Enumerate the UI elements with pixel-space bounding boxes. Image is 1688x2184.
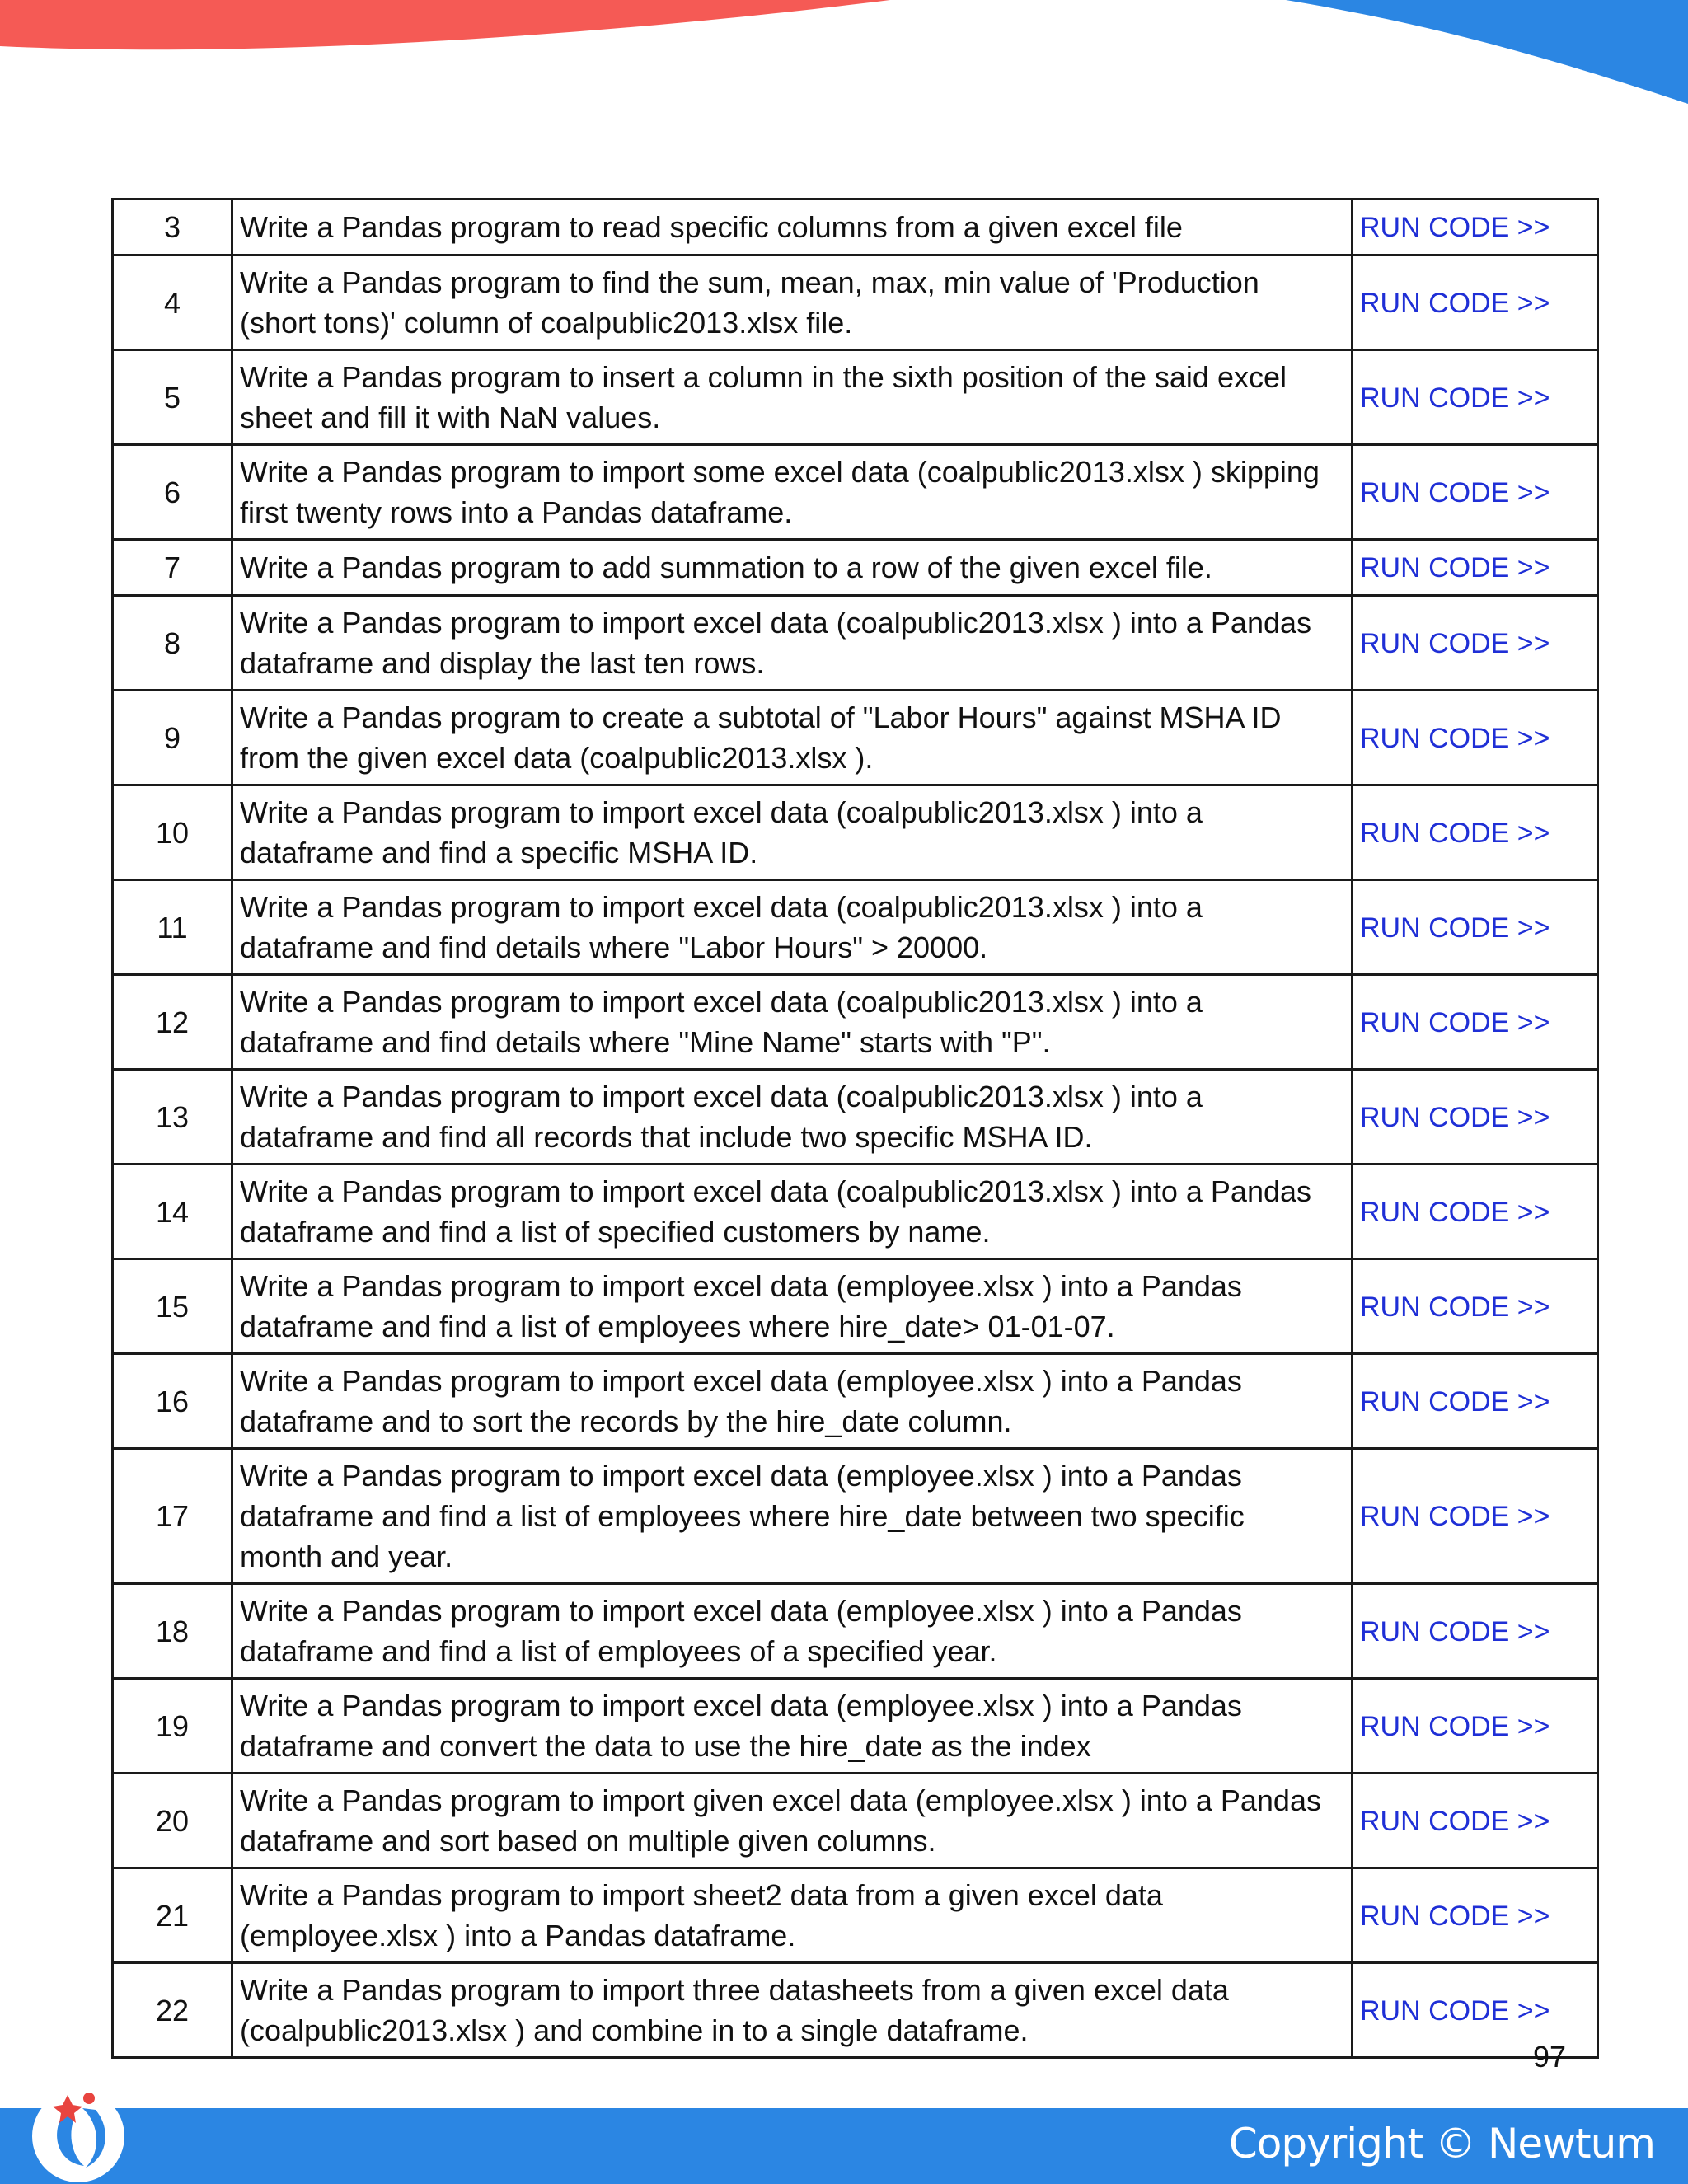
table-row: [113, 1679, 1598, 1774]
description-line: Write a Pandas program to find the sum, mean, max, min value of 'Production: [240, 265, 1259, 299]
description-line: Write a Pandas program to import three datasheets from a given excel data: [240, 1973, 1229, 2007]
run-code-link[interactable]: RUN CODE >>: [1360, 1501, 1550, 1532]
table-row: [113, 1259, 1598, 1354]
run-code-cell: [1353, 1354, 1598, 1449]
run-code-cell: [1353, 445, 1598, 540]
description-line: dataframe and find a list of specified customers by name.: [240, 1215, 991, 1249]
description-line: (employee.xlsx ) into a Pandas dataframe.: [240, 1919, 796, 1952]
description-line: sheet and fill it with NaN values.: [240, 401, 661, 434]
exercise-number: 13: [113, 1070, 232, 1165]
description-line: dataframe and find a specific MSHA ID.: [240, 836, 758, 869]
exercise-description: [232, 1165, 1353, 1259]
description-line: (coalpublic2013.xlsx ) and combine in to a single dataframe.: [240, 2013, 1029, 2047]
description-line: Write a Pandas program to import excel data (coalpublic2013.xlsx ) into a: [240, 795, 1203, 829]
exercise-description: [232, 1679, 1353, 1774]
exercise-number: 11: [113, 880, 232, 975]
table-row: [113, 255, 1598, 350]
run-code-link[interactable]: RUN CODE >>: [1360, 1805, 1550, 1837]
description-line: Write a Pandas program to import excel data (coalpublic2013.xlsx ) into a: [240, 890, 1203, 924]
run-code-cell: [1353, 1679, 1598, 1774]
exercise-description: [232, 1354, 1353, 1449]
copyright-text: Copyright © Newtum: [1228, 2120, 1655, 2168]
description-line: Write a Pandas program to import excel data (coalpublic2013.xlsx ) into a Pandas: [240, 606, 1312, 640]
table-row: [113, 1774, 1598, 1868]
description-line: Write a Pandas program to read specific columns from a given excel file: [240, 210, 1183, 244]
top-decoration: [0, 0, 1688, 115]
run-code-cell: [1353, 350, 1598, 445]
exercise-number: 14: [113, 1165, 232, 1259]
exercise-number: 12: [113, 975, 232, 1070]
table-row: [113, 1070, 1598, 1165]
run-code-link[interactable]: RUN CODE >>: [1360, 287, 1550, 319]
exercise-number: 4: [113, 255, 232, 350]
description-line: Write a Pandas program to import excel data (employee.xlsx ) into a Pandas: [240, 1689, 1242, 1722]
description-line: Write a Pandas program to create a subtotal of "Labor Hours" against MSHA ID: [240, 701, 1282, 734]
exercise-description: [232, 691, 1353, 785]
run-code-cell: [1353, 199, 1598, 255]
exercise-description: [232, 1259, 1353, 1354]
exercise-table-body: [113, 199, 1598, 2058]
run-code-link[interactable]: RUN CODE >>: [1360, 382, 1550, 414]
top-blue-wave: [1286, 0, 1688, 104]
description-line: dataframe and convert the data to use the hire_date as the index: [240, 1729, 1091, 1763]
run-code-link[interactable]: RUN CODE >>: [1360, 476, 1550, 509]
exercise-table: [111, 198, 1599, 2059]
table-row: [113, 1868, 1598, 1963]
run-code-cell: [1353, 1449, 1598, 1584]
description-line: dataframe and find details where "Mine Name" starts with "P".: [240, 1025, 1051, 1059]
exercise-description: [232, 596, 1353, 691]
run-code-link[interactable]: RUN CODE >>: [1360, 1196, 1550, 1228]
run-code-link[interactable]: RUN CODE >>: [1360, 212, 1550, 243]
exercise-number: 8: [113, 596, 232, 691]
exercise-number: 21: [113, 1868, 232, 1963]
table-row: [113, 1354, 1598, 1449]
run-code-cell: [1353, 1070, 1598, 1165]
table-row: [113, 785, 1598, 880]
description-line: dataframe and find a list of employees of a specified year.: [240, 1634, 997, 1668]
description-line: month and year.: [240, 1540, 453, 1573]
run-code-link[interactable]: RUN CODE >>: [1360, 1101, 1550, 1133]
run-code-cell: [1353, 691, 1598, 785]
exercise-number: 18: [113, 1584, 232, 1679]
run-code-link[interactable]: RUN CODE >>: [1360, 722, 1550, 754]
description-line: dataframe and to sort the records by the hire_date column.: [240, 1404, 1012, 1438]
description-line: Write a Pandas program to import excel data (employee.xlsx ) into a Pandas: [240, 1269, 1242, 1303]
exercise-description: [232, 255, 1353, 350]
table-row: [113, 199, 1598, 255]
exercise-description: [232, 880, 1353, 975]
exercise-description: [232, 1868, 1353, 1963]
description-line: Write a Pandas program to import excel data (employee.xlsx ) into a Pandas: [240, 1364, 1242, 1398]
exercise-number: 16: [113, 1354, 232, 1449]
exercise-number: 9: [113, 691, 232, 785]
description-line: Write a Pandas program to import excel data (coalpublic2013.xlsx ) into a: [240, 985, 1203, 1019]
run-code-cell: [1353, 1774, 1598, 1868]
run-code-link[interactable]: RUN CODE >>: [1360, 912, 1550, 944]
run-code-link[interactable]: RUN CODE >>: [1360, 552, 1550, 583]
description-line: first twenty rows into a Pandas dataframe.: [240, 495, 793, 529]
table-row: [113, 880, 1598, 975]
description-line: Write a Pandas program to import sheet2 data from a given excel data: [240, 1878, 1163, 1912]
run-code-cell: [1353, 1868, 1598, 1963]
exercise-description: [232, 445, 1353, 540]
table-row: [113, 1963, 1598, 2058]
description-line: dataframe and display the last ten rows.: [240, 646, 765, 680]
exercise-description: [232, 1963, 1353, 2058]
description-line: Write a Pandas program to import excel data (employee.xlsx ) into a Pandas: [240, 1459, 1242, 1493]
exercise-description: [232, 1774, 1353, 1868]
page-number: 97: [1532, 2040, 1566, 2074]
exercise-number: 7: [113, 540, 232, 596]
table-row: [113, 445, 1598, 540]
run-code-link[interactable]: RUN CODE >>: [1360, 817, 1550, 849]
top-red-wave: [0, 0, 890, 49]
table-row: [113, 540, 1598, 596]
description-line: Write a Pandas program to add summation to a row of the given excel file.: [240, 551, 1212, 584]
description-line: Write a Pandas program to import excel data (coalpublic2013.xlsx ) into a: [240, 1080, 1203, 1113]
run-code-cell: [1353, 880, 1598, 975]
description-line: Write a Pandas program to import excel data (coalpublic2013.xlsx ) into a Pandas: [240, 1174, 1312, 1208]
exercise-number: 19: [113, 1679, 232, 1774]
exercise-description: [232, 1449, 1353, 1584]
exercise-description: [232, 540, 1353, 596]
run-code-cell: [1353, 540, 1598, 596]
table-row: [113, 975, 1598, 1070]
exercise-description: [232, 1070, 1353, 1165]
exercise-number: 3: [113, 199, 232, 255]
table-row: [113, 596, 1598, 691]
run-code-cell: [1353, 255, 1598, 350]
exercise-number: 20: [113, 1774, 232, 1868]
table-row: [113, 350, 1598, 445]
exercise-description: [232, 1584, 1353, 1679]
exercise-number: 22: [113, 1963, 232, 2058]
description-line: dataframe and find all records that include two specific MSHA ID.: [240, 1120, 1093, 1154]
table-row: [113, 691, 1598, 785]
table-row: [113, 1165, 1598, 1259]
exercise-number: 5: [113, 350, 232, 445]
table-row: [113, 1449, 1598, 1584]
description-line: from the given excel data (coalpublic2013.xlsx ).: [240, 741, 874, 775]
exercise-number: 6: [113, 445, 232, 540]
run-code-link[interactable]: RUN CODE >>: [1360, 1615, 1550, 1647]
run-code-cell: [1353, 1584, 1598, 1679]
footer-band: [0, 2108, 1688, 2184]
run-code-cell: [1353, 1259, 1598, 1354]
run-code-link[interactable]: RUN CODE >>: [1360, 1385, 1550, 1418]
newtum-logo-icon: [25, 2077, 132, 2184]
run-code-link[interactable]: RUN CODE >>: [1360, 1006, 1550, 1038]
run-code-link[interactable]: RUN CODE >>: [1360, 1900, 1550, 1932]
exercise-description: [232, 350, 1353, 445]
run-code-cell: [1353, 1165, 1598, 1259]
run-code-link[interactable]: RUN CODE >>: [1360, 1291, 1550, 1323]
description-line: Write a Pandas program to insert a column in the sixth position of the said excel: [240, 360, 1287, 394]
run-code-cell: [1353, 785, 1598, 880]
description-line: Write a Pandas program to import excel data (employee.xlsx ) into a Pandas: [240, 1594, 1242, 1628]
exercise-number: 15: [113, 1259, 232, 1354]
exercise-description: [232, 975, 1353, 1070]
description-line: dataframe and find details where "Labor Hours" > 20000.: [240, 930, 988, 964]
exercise-description: [232, 785, 1353, 880]
description-line: dataframe and find a list of employees where hire_date> 01-01-07.: [240, 1310, 1115, 1343]
run-code-cell: [1353, 975, 1598, 1070]
description-line: dataframe and sort based on multiple given columns.: [240, 1824, 936, 1858]
description-line: dataframe and find a list of employees where hire_date between two specific: [240, 1499, 1245, 1533]
table-row: [113, 1584, 1598, 1679]
description-line: Write a Pandas program to import given excel data (employee.xlsx ) into a Pandas: [240, 1783, 1321, 1817]
run-code-link[interactable]: RUN CODE >>: [1360, 627, 1550, 659]
exercise-description: [232, 199, 1353, 255]
run-code-link[interactable]: RUN CODE >>: [1360, 1994, 1550, 2027]
exercise-number: 17: [113, 1449, 232, 1584]
description-line: (short tons)' column of coalpublic2013.xlsx file.: [240, 306, 853, 340]
run-code-link[interactable]: RUN CODE >>: [1360, 1710, 1550, 1742]
description-line: Write a Pandas program to import some excel data (coalpublic2013.xlsx ) skipping: [240, 455, 1320, 489]
run-code-cell: [1353, 596, 1598, 691]
exercise-number: 10: [113, 785, 232, 880]
